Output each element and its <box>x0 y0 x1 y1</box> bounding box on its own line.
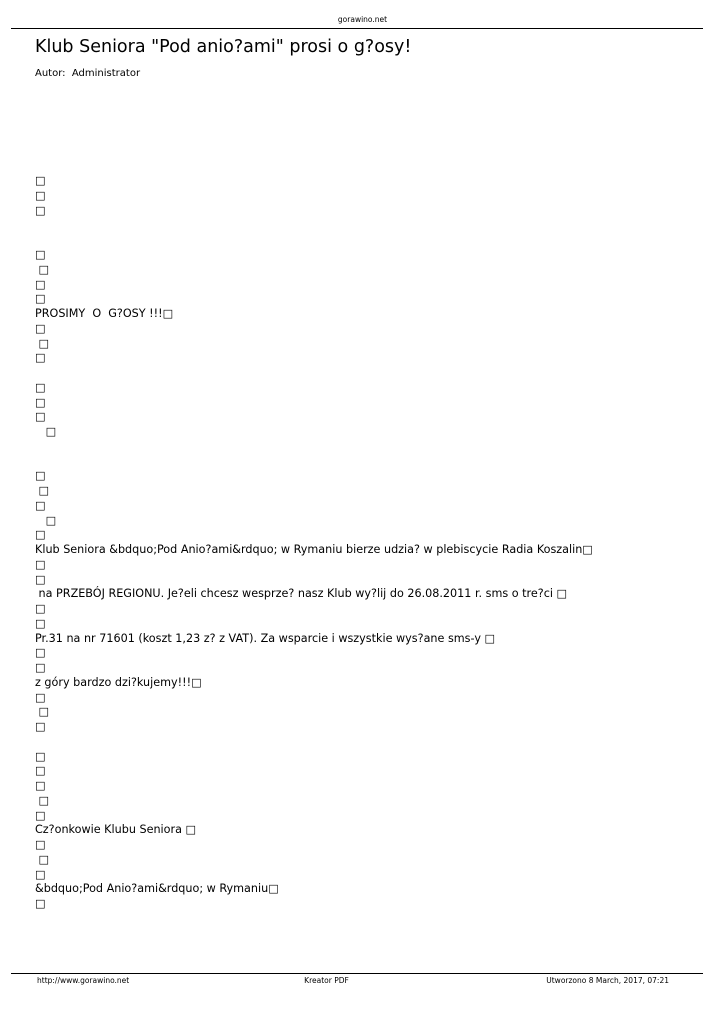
body-line <box>35 145 695 160</box>
body-line: □ <box>35 174 46 188</box>
body-line: □ <box>35 572 46 586</box>
body-line: Klub Seniora &bdquo;Pod Anio?ami&rdquo; w Rymaniu bierze udzia? w plebiscycie Radia Koszalin□ <box>35 543 593 556</box>
body-line: □ <box>35 838 46 851</box>
body-line: □ <box>35 690 46 704</box>
site-header: gorawino.net <box>337 15 388 24</box>
body-line: □ <box>35 248 46 261</box>
body-line: □ <box>35 425 57 438</box>
body-line <box>35 160 695 175</box>
body-line: &bdquo;Pod Anio?ami&rdquo; w Rymaniu□ <box>35 882 279 896</box>
body-line: □ <box>35 321 46 335</box>
body-line: □ <box>35 277 46 291</box>
top-divider <box>11 28 703 29</box>
body-line: z góry bardzo dzi?kujemy!!!□ <box>35 675 202 689</box>
body-line <box>35 440 695 455</box>
body-line: □ <box>35 262 50 276</box>
body-line: □ <box>35 602 46 615</box>
body-line: na PRZEBÓJ REGIONU. Je?eli chcesz wesprze? nasz Klub wy?lij do 26.08.2011 r. sms o tre?ci □ <box>35 587 568 601</box>
body-line <box>35 219 695 234</box>
footer-generator: Kreator PDF <box>304 976 349 985</box>
body-line: □ <box>35 292 46 306</box>
body-line: □ <box>35 203 46 217</box>
body-line <box>35 366 695 381</box>
author-line <box>35 67 140 80</box>
body-line <box>35 130 695 145</box>
body-line: □ <box>35 189 46 202</box>
article-body <box>35 130 695 912</box>
body-line: □ <box>35 616 46 630</box>
author-name: Administrator <box>71 68 141 79</box>
author-label: Autor: <box>35 68 66 79</box>
body-line: □ <box>35 705 50 719</box>
body-line: □ <box>35 779 46 792</box>
body-line: □ <box>35 557 46 571</box>
body-line: □ <box>35 528 46 542</box>
body-line: □ <box>35 469 46 483</box>
body-line: □ <box>35 897 46 910</box>
footer-created: Utworzono 8 March, 2017, 07:21 <box>546 976 669 985</box>
body-line: PROSIMY O G?OSY !!!□ <box>35 307 174 320</box>
body-line: □ <box>35 380 46 394</box>
body-line: □ <box>35 867 46 881</box>
body-line: □ <box>35 410 46 424</box>
body-line: □ <box>35 852 50 866</box>
body-line: □ <box>35 764 46 778</box>
body-line <box>35 233 695 248</box>
body-line: □ <box>35 498 46 512</box>
body-line: □ <box>35 513 57 527</box>
body-line: □ <box>35 720 46 733</box>
body-line: □ <box>35 661 46 674</box>
body-line: Pr.31 na nr 71601 (koszt 1,23 z? z VAT). Za wsparcie i wszystkie wys?ane sms-y □ <box>35 631 496 645</box>
body-line: □ <box>35 646 46 660</box>
footer-url: http://www.gorawino.net <box>37 976 130 985</box>
body-line: Cz?onkowie Klubu Seniora □ <box>35 823 197 837</box>
article-title: Klub Seniora "Pod anio?ami" prosi o g?osy! <box>35 37 412 57</box>
body-line: □ <box>35 351 46 365</box>
body-line: □ <box>35 808 46 822</box>
body-line <box>35 455 695 470</box>
body-line: □ <box>35 749 46 763</box>
bottom-divider <box>11 973 703 974</box>
body-line: □ <box>35 336 50 350</box>
body-line: □ <box>35 395 46 409</box>
body-line: □ <box>35 484 50 497</box>
body-line <box>35 735 695 750</box>
body-line: □ <box>35 793 50 807</box>
